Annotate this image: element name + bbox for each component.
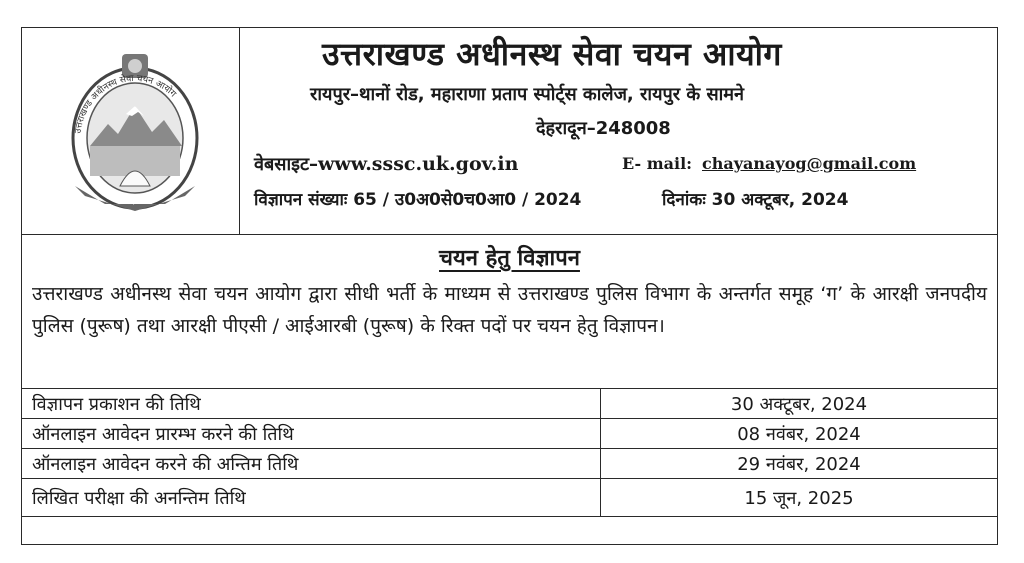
logo-arc-text: उत्तराखण्ड अधीनस्थ सेवा चयन आयोग [73, 73, 178, 135]
dates-table [21, 388, 998, 517]
table-row [22, 449, 998, 479]
website-label: वेबसाइट– [254, 154, 319, 175]
header-divider [22, 234, 997, 235]
website-row [254, 152, 518, 176]
email-label: E- mail: [622, 154, 693, 173]
email-link[interactable]: chayanayog@gmail.com [702, 154, 917, 173]
advertisement-number: विज्ञापन संख्याः 65 / उ0अ0से0च0आ0 / 2024 [254, 190, 582, 210]
date-label: विज्ञापन प्रकाशन की तिथि [22, 389, 601, 419]
date-value: 08 नवंबर, 2024 [601, 419, 998, 449]
website-link[interactable]: www.sssc.uk.gov.in [318, 153, 519, 175]
date-value: 15 जून, 2025 [601, 479, 998, 517]
notice-body: उत्तराखण्ड अधीनस्थ सेवा चयन आयोग द्वारा सीधी भर्ती के माध्यम से उत्तराखण्ड पुलिस विभाग के अन्तर्गत समूह ‘ग’ के आरक्षी जनपदीय पुलिस (पुरूष) तथा आरक्षी पीएसी / आईआरबी (पुरूष) के रिक्त पदों पर चयन हेतु विज्ञापन। [32, 283, 987, 337]
org-title: उत्तराखण्ड अधीनस्थ सेवा चयन आयोग [322, 35, 782, 73]
advertisement-date: दिनांकः 30 अक्टूबर, 2024 [662, 190, 849, 210]
address-line-2: देहरादून–248008 [536, 118, 671, 139]
date-label: ऑनलाइन आवेदन करने की अन्तिम तिथि [22, 449, 601, 479]
date-value: 30 अक्टूबर, 2024 [601, 389, 998, 419]
address-line-1: रायपुर–थानों रोड, महाराणा प्रताप स्पोर्ट्स कालेज, रायपुर के सामने [310, 84, 745, 105]
table-row [22, 419, 998, 449]
logo-motto: सारदेशिका [117, 197, 153, 207]
logo-panel [22, 28, 240, 234]
table-row [22, 389, 998, 419]
date-label: ऑनलाइन आवेदन प्रारम्भ करने की तिथि [22, 419, 601, 449]
table-row [22, 479, 998, 517]
date-value: 29 नवंबर, 2024 [601, 449, 998, 479]
notice-title: चयन हेतु विज्ञापन [439, 246, 580, 271]
commission-emblem-icon [60, 46, 210, 216]
notice-document [21, 27, 998, 545]
date-label: लिखित परीक्षा की अनन्तिम तिथि [22, 479, 601, 517]
